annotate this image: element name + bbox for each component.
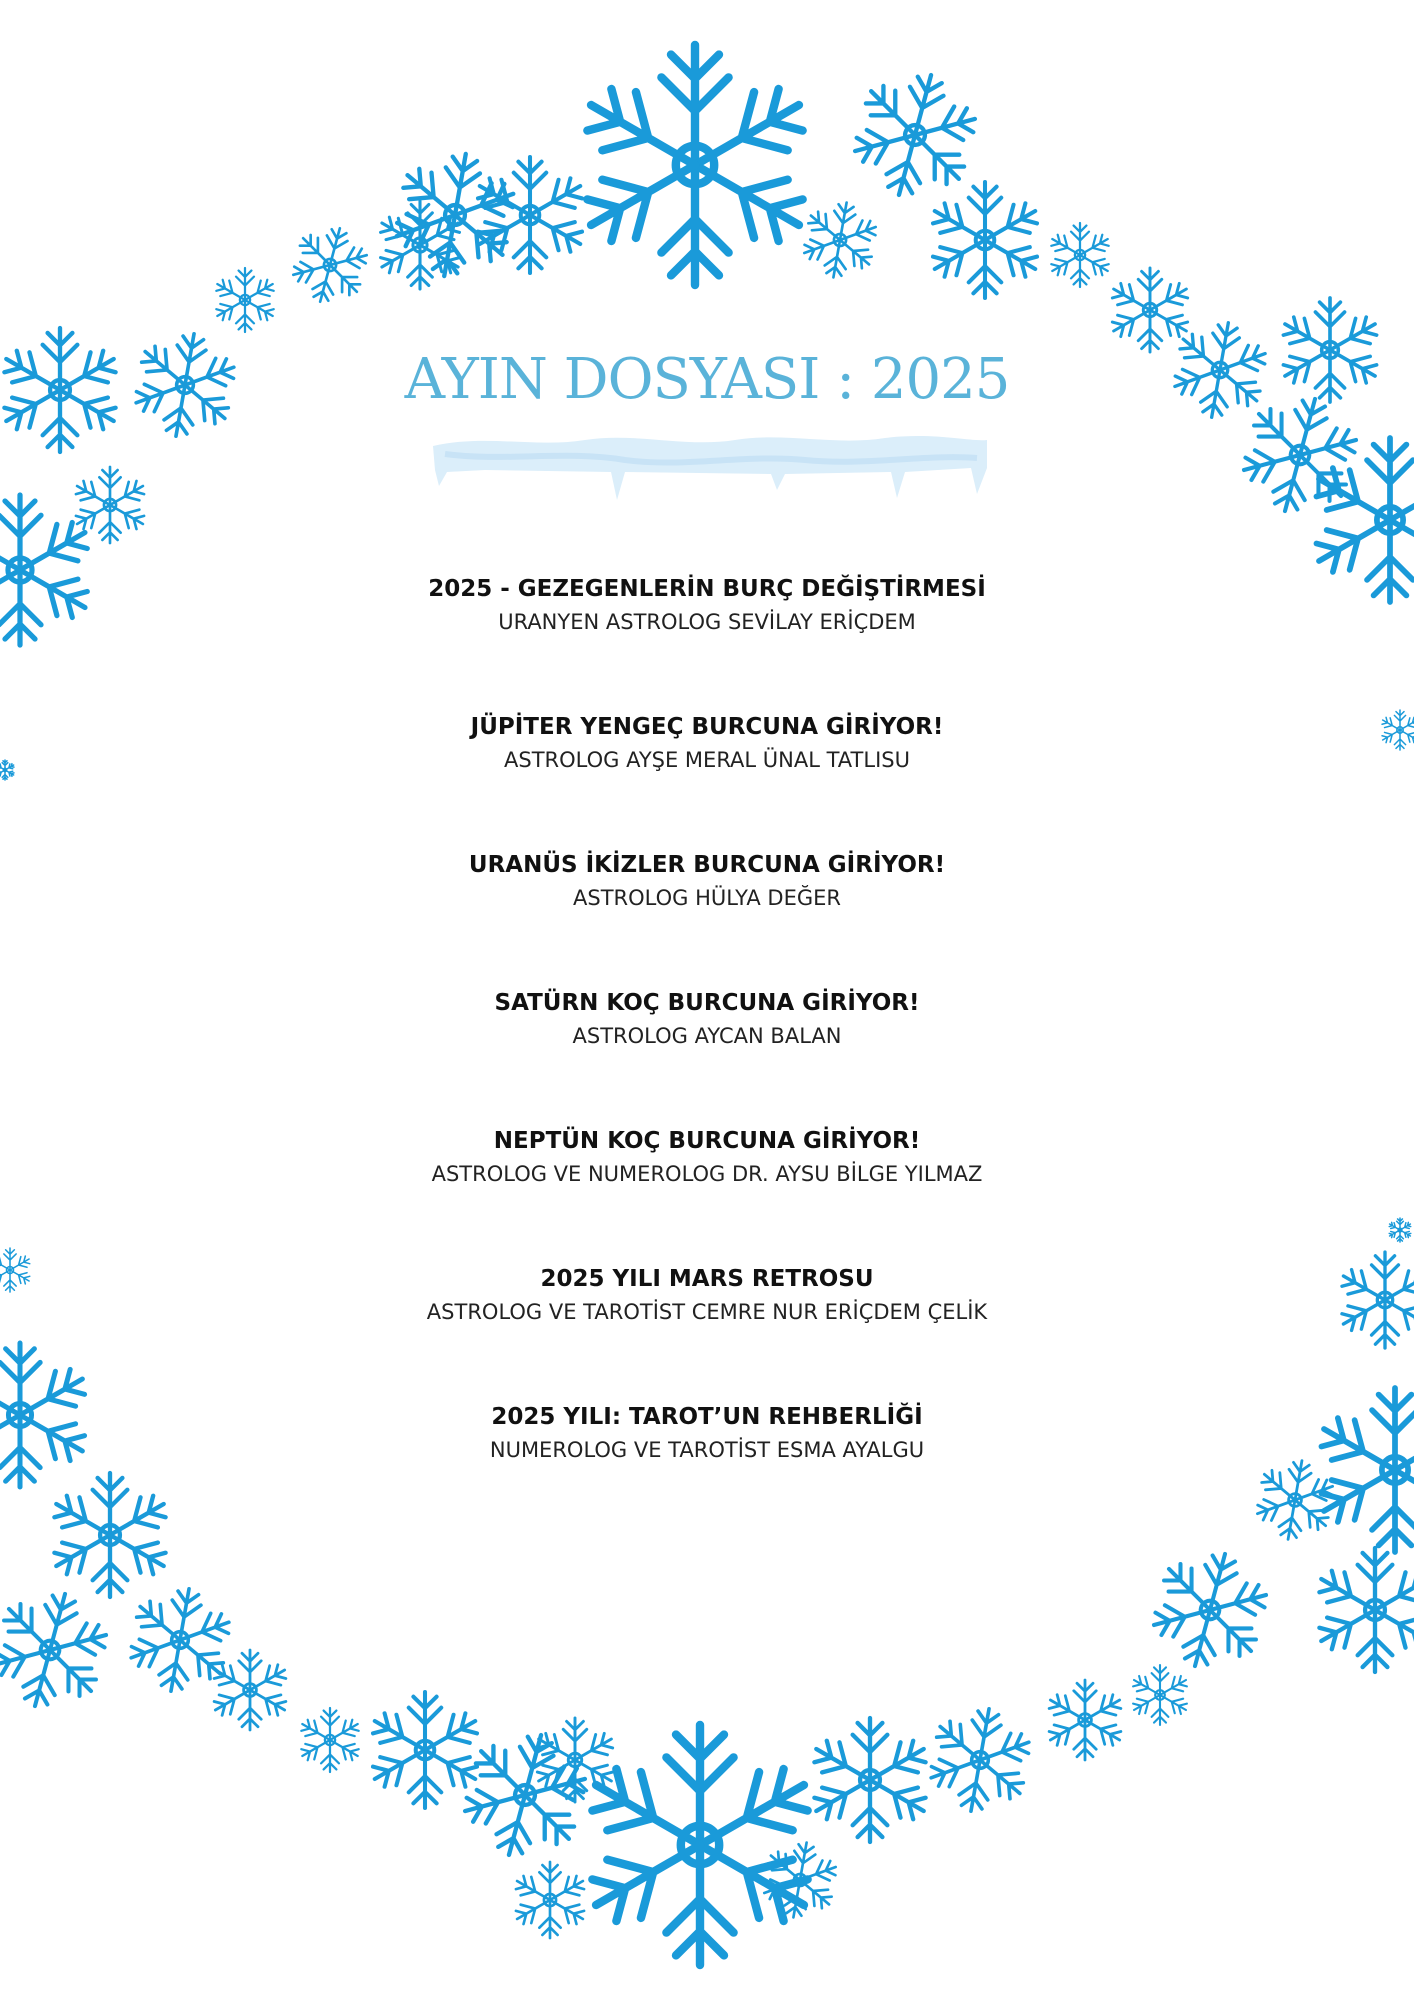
article-title: 2025 YILI MARS RETROSU: [540, 1266, 874, 1292]
list-item: [0, 572, 1414, 710]
snowflake-icon: [1130, 1665, 1190, 1725]
article-author: NUMEROLOG VE TAROTİST ESMA AYALGU: [489, 1438, 925, 1462]
snowflake-icon: [796, 196, 884, 284]
snowflake-icon: [367, 1692, 484, 1808]
list-item: [0, 848, 1414, 986]
article-author: ASTROLOG VE NUMEROLOG DR. AYSU BİLGE YILMAZ: [431, 1162, 983, 1186]
article-title: SATÜRN KOÇ BURCUNA GİRİYOR!: [494, 990, 920, 1016]
article-author: ASTROLOG AYŞE MERAL ÜNAL TATLISU: [504, 748, 910, 772]
article-author: ASTROLOG VE TAROTİST CEMRE NUR ERİÇDEM ÇELİK: [426, 1300, 988, 1324]
snowflake-icon: [927, 182, 1044, 298]
page-title: AYIN DOSYASI : 2025: [404, 347, 1010, 412]
article-title: NEPTÜN KOÇ BURCUNA GİRİYOR!: [493, 1128, 921, 1154]
snowflake-icon: [1045, 1680, 1125, 1760]
contents-list: [0, 572, 1414, 1538]
snowflake-icon: [1313, 1548, 1414, 1672]
snowflake-icon: [808, 1718, 933, 1842]
snowflake-icon: [1048, 223, 1112, 287]
article-author: ASTROLOG HÜLYA DEĞER: [573, 886, 841, 910]
snowflake-icon: [0, 1579, 121, 1721]
article-author: URANYEN ASTROLOG SEVİLAY ERİÇDEM: [498, 610, 916, 634]
snowflake-icon: [579, 1725, 820, 1965]
snowflake-icon: [119, 1580, 240, 1701]
snowflake-icon: [283, 218, 377, 311]
snowflake-icon: [1139, 1539, 1282, 1681]
snowflake-icon: [1108, 268, 1193, 352]
list-item: [0, 1262, 1414, 1400]
icicle-decoration: [425, 428, 995, 508]
snowflake-icon: [298, 1708, 362, 1772]
snowflake-icon: [512, 1862, 588, 1938]
article-title: JÜPİTER YENGEÇ BURCUNA GİRİYOR!: [470, 714, 944, 740]
list-item: [0, 710, 1414, 848]
article-author: ASTROLOG AYCAN BALAN: [572, 1024, 842, 1048]
snowflake-icon: [574, 45, 815, 285]
snowflake-icon: [213, 268, 277, 332]
snowflake-icon: [919, 1700, 1040, 1821]
list-item: [0, 1400, 1414, 1538]
article-title: 2025 YILI: TAROT’UN REHBERLİĞİ: [491, 1404, 923, 1430]
article-title: 2025 - GEZEGENLERİN BURÇ DEĞİŞTİRMESİ: [428, 576, 986, 602]
snowflake-icon: [839, 59, 992, 211]
list-item: [0, 1124, 1414, 1262]
list-item: [0, 986, 1414, 1124]
snowflake-icon: [756, 1836, 844, 1924]
article-title: URANÜS İKİZLER BURCUNA GİRİYOR!: [468, 852, 946, 878]
